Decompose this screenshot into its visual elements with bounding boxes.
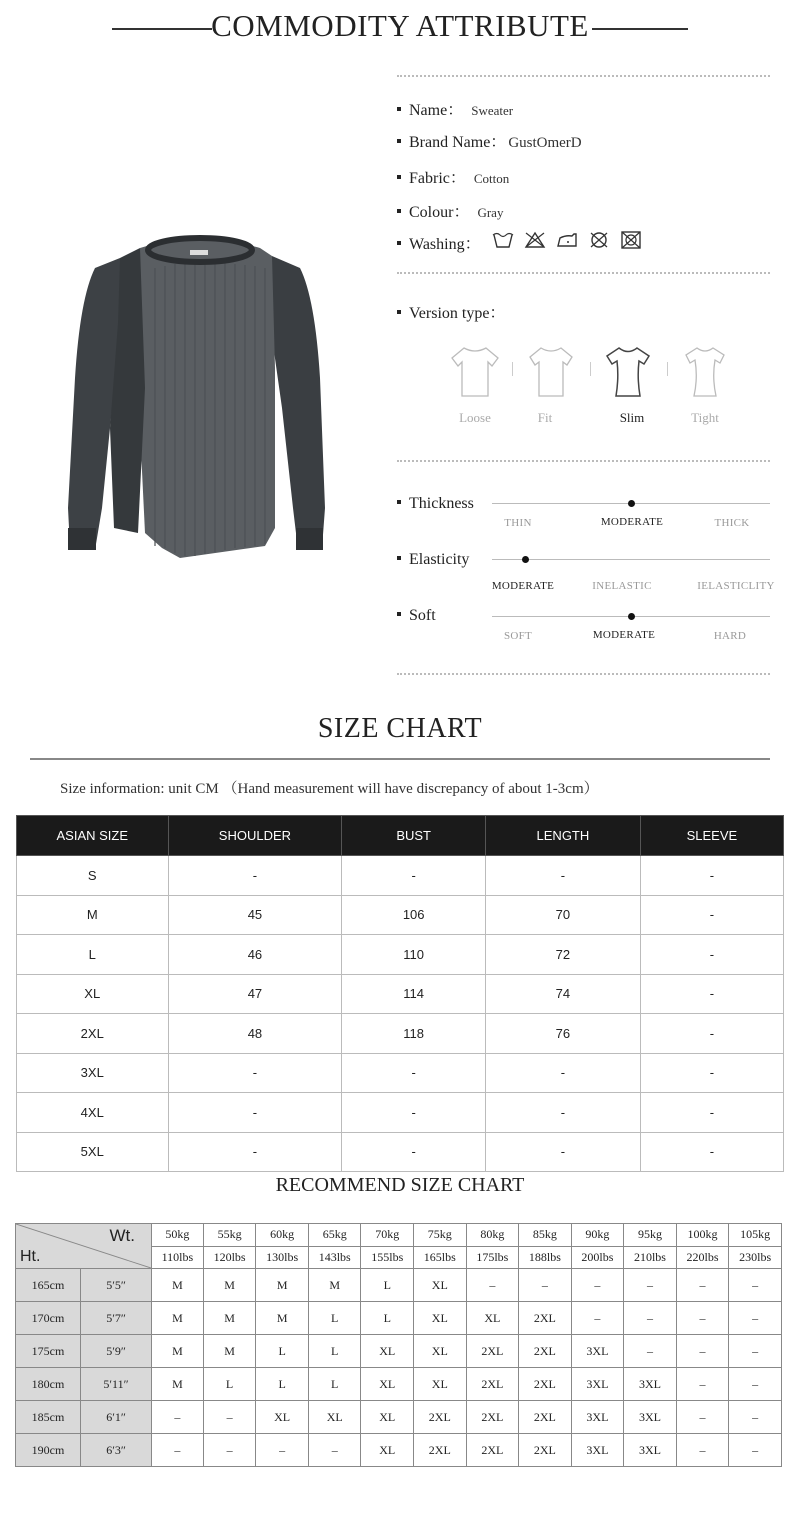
weight-lbs-cell: 230lbs bbox=[729, 1246, 782, 1269]
size-cell: 2XL bbox=[519, 1434, 572, 1467]
table-cell: - bbox=[342, 1132, 486, 1172]
table-cell: - bbox=[342, 1093, 486, 1133]
soft-option: MODERATE bbox=[592, 629, 656, 641]
weight-kg-cell: 105kg bbox=[729, 1224, 782, 1247]
table-cell: 46 bbox=[168, 935, 342, 975]
size-cell: – bbox=[152, 1434, 204, 1467]
height-cm-cell: 175cm bbox=[16, 1335, 81, 1368]
page-title: COMMODITY ATTRIBUTE bbox=[211, 8, 589, 43]
size-cell: 2XL bbox=[414, 1434, 467, 1467]
size-chart-header-cell: BUST bbox=[342, 816, 486, 856]
size-cell: – bbox=[624, 1302, 677, 1335]
table-cell: 47 bbox=[168, 974, 342, 1014]
size-cell: 3XL bbox=[624, 1401, 677, 1434]
recommend-size-chart-title: RECOMMEND SIZE CHART bbox=[275, 1174, 525, 1196]
table-cell: 2XL bbox=[17, 1014, 169, 1054]
table-cell: - bbox=[640, 1014, 783, 1054]
size-chart-header-cell: LENGTH bbox=[485, 816, 640, 856]
size-cell: L bbox=[361, 1269, 414, 1302]
table-cell: - bbox=[485, 1053, 640, 1093]
iron-icon bbox=[556, 230, 578, 250]
soft-marker bbox=[628, 613, 635, 620]
height-ft-cell: 5′9″ bbox=[81, 1335, 152, 1368]
table-row bbox=[16, 1302, 782, 1335]
size-chart-header-cell: SHOULDER bbox=[168, 816, 342, 856]
attr-version-type: Version type： bbox=[397, 300, 505, 323]
table-cell: - bbox=[342, 856, 486, 896]
divider bbox=[397, 272, 770, 274]
table-row bbox=[17, 1093, 784, 1133]
size-cell: M bbox=[152, 1335, 204, 1368]
size-cell: 2XL bbox=[466, 1401, 519, 1434]
size-chart-header-cell: SLEEVE bbox=[640, 816, 783, 856]
size-cell: – bbox=[676, 1368, 729, 1401]
size-cell: L bbox=[308, 1368, 361, 1401]
size-cell: – bbox=[466, 1269, 519, 1302]
table-cell: 114 bbox=[342, 974, 486, 1014]
table-row bbox=[16, 1434, 782, 1467]
version-option-loose: Loose bbox=[459, 410, 491, 425]
table-cell: 118 bbox=[342, 1014, 486, 1054]
weight-lbs-cell: 120lbs bbox=[203, 1246, 256, 1269]
soft-option: SOFT bbox=[503, 630, 533, 642]
size-cell: L bbox=[308, 1302, 361, 1335]
table-cell: L bbox=[17, 935, 169, 975]
attr-soft: Soft bbox=[397, 607, 436, 625]
sweater-product-image bbox=[50, 228, 340, 588]
height-ft-cell: 6′1″ bbox=[81, 1401, 152, 1434]
size-cell: – bbox=[571, 1302, 624, 1335]
size-cell: – bbox=[729, 1302, 782, 1335]
attr-elasticity: Elasticity bbox=[397, 551, 469, 569]
table-cell: - bbox=[640, 974, 783, 1014]
table-cell: XL bbox=[17, 974, 169, 1014]
table-row bbox=[17, 895, 784, 935]
table-cell: 70 bbox=[485, 895, 640, 935]
table-cell: - bbox=[640, 1093, 783, 1133]
height-ft-cell: 5′7″ bbox=[81, 1302, 152, 1335]
table-cell: - bbox=[485, 1093, 640, 1133]
size-cell: XL bbox=[466, 1302, 519, 1335]
weight-kg-cell: 90kg bbox=[571, 1224, 624, 1247]
wash-tub-icon bbox=[492, 230, 514, 250]
table-row bbox=[16, 1368, 782, 1401]
size-cell: XL bbox=[414, 1302, 467, 1335]
table-row bbox=[16, 1269, 782, 1302]
version-option-fit: Fit bbox=[537, 410, 553, 425]
size-cell: M bbox=[152, 1368, 204, 1401]
table-cell: - bbox=[342, 1053, 486, 1093]
attr-washing: Washing： bbox=[397, 231, 481, 254]
table-cell: 3XL bbox=[17, 1053, 169, 1093]
size-cell: – bbox=[152, 1401, 204, 1434]
weight-lbs-cell: 175lbs bbox=[466, 1246, 519, 1269]
attr-fabric: Fabric： Cotton bbox=[397, 165, 509, 188]
weight-lbs-cell: 155lbs bbox=[361, 1246, 414, 1269]
size-cell: – bbox=[676, 1269, 729, 1302]
size-cell: 3XL bbox=[571, 1401, 624, 1434]
weight-lbs-cell: 110lbs bbox=[152, 1246, 204, 1269]
elasticity-track bbox=[492, 559, 770, 560]
size-cell: 3XL bbox=[571, 1434, 624, 1467]
table-cell: - bbox=[168, 1053, 342, 1093]
size-cell: 2XL bbox=[519, 1401, 572, 1434]
size-cell: 2XL bbox=[519, 1302, 572, 1335]
size-cell: L bbox=[256, 1335, 309, 1368]
size-chart-table bbox=[16, 815, 784, 1172]
size-cell: 2XL bbox=[466, 1335, 519, 1368]
separator bbox=[667, 362, 668, 376]
size-cell: XL bbox=[361, 1434, 414, 1467]
thickness-marker bbox=[628, 500, 635, 507]
height-cm-cell: 190cm bbox=[16, 1434, 81, 1467]
table-cell: - bbox=[485, 856, 640, 896]
attr-colour: Colour： Gray bbox=[397, 199, 503, 222]
size-cell: XL bbox=[414, 1269, 467, 1302]
weight-lbs-cell: 130lbs bbox=[256, 1246, 309, 1269]
table-cell: 48 bbox=[168, 1014, 342, 1054]
size-cell: 3XL bbox=[571, 1368, 624, 1401]
weight-kg-cell: 70kg bbox=[361, 1224, 414, 1247]
height-cm-cell: 165cm bbox=[16, 1269, 81, 1302]
weight-kg-cell: 65kg bbox=[308, 1224, 361, 1247]
size-cell: XL bbox=[361, 1368, 414, 1401]
size-cell: – bbox=[571, 1269, 624, 1302]
thickness-option: THICK bbox=[714, 517, 750, 529]
tshirt-loose-icon bbox=[450, 344, 500, 400]
size-cell: – bbox=[203, 1401, 256, 1434]
no-bleach-icon bbox=[524, 230, 546, 250]
size-cell: 3XL bbox=[571, 1335, 624, 1368]
size-cell: – bbox=[308, 1434, 361, 1467]
table-cell: - bbox=[168, 856, 342, 896]
ht-wt-corner bbox=[16, 1224, 152, 1269]
size-chart-header-cell: ASIAN SIZE bbox=[17, 816, 169, 856]
size-cell: – bbox=[203, 1434, 256, 1467]
size-cell: – bbox=[729, 1434, 782, 1467]
size-cell: – bbox=[256, 1434, 309, 1467]
size-cell: 3XL bbox=[624, 1368, 677, 1401]
table-row bbox=[16, 1335, 782, 1368]
no-dryclean-icon bbox=[588, 230, 610, 250]
header-rule-right bbox=[592, 28, 688, 30]
size-cell: – bbox=[676, 1434, 729, 1467]
divider bbox=[397, 75, 770, 77]
table-cell: 110 bbox=[342, 935, 486, 975]
size-info-text: Size information: unit CM （Hand measurement will have discrepancy of about 1-3cm） bbox=[60, 781, 599, 797]
weight-lbs-cell: 200lbs bbox=[571, 1246, 624, 1269]
size-cell: XL bbox=[256, 1401, 309, 1434]
weight-lbs-cell: 143lbs bbox=[308, 1246, 361, 1269]
size-cell: XL bbox=[361, 1401, 414, 1434]
size-cell: – bbox=[676, 1302, 729, 1335]
height-ft-cell: 5′5″ bbox=[81, 1269, 152, 1302]
size-cell: M bbox=[256, 1269, 309, 1302]
size-cell: M bbox=[308, 1269, 361, 1302]
separator bbox=[512, 362, 513, 376]
size-cell: L bbox=[308, 1335, 361, 1368]
table-cell: - bbox=[640, 895, 783, 935]
height-cm-cell: 180cm bbox=[16, 1368, 81, 1401]
version-option-slim: Slim bbox=[619, 410, 645, 425]
size-cell: L bbox=[256, 1368, 309, 1401]
weight-kg-cell: 50kg bbox=[152, 1224, 204, 1247]
recommend-size-table bbox=[15, 1223, 782, 1467]
size-cell: M bbox=[152, 1269, 204, 1302]
size-cell: – bbox=[729, 1368, 782, 1401]
size-chart-title: SIZE CHART bbox=[317, 713, 483, 744]
weight-kg-cell: 80kg bbox=[466, 1224, 519, 1247]
size-cell: 2XL bbox=[519, 1368, 572, 1401]
size-cell: 3XL bbox=[624, 1434, 677, 1467]
size-cell: M bbox=[256, 1302, 309, 1335]
weight-kg-cell: 95kg bbox=[624, 1224, 677, 1247]
thickness-option: THIN bbox=[504, 517, 532, 529]
table-row bbox=[16, 1401, 782, 1434]
height-ft-cell: 6′3″ bbox=[81, 1434, 152, 1467]
table-cell: - bbox=[168, 1132, 342, 1172]
attr-name: Name： Sweater bbox=[397, 97, 513, 120]
table-cell: - bbox=[168, 1093, 342, 1133]
weight-kg-cell: 75kg bbox=[414, 1224, 467, 1247]
elasticity-marker bbox=[522, 556, 529, 563]
weight-kg-cell: 100kg bbox=[676, 1224, 729, 1247]
table-cell: S bbox=[17, 856, 169, 896]
size-cell: – bbox=[519, 1269, 572, 1302]
table-cell: 5XL bbox=[17, 1132, 169, 1172]
size-cell: – bbox=[624, 1335, 677, 1368]
table-row bbox=[17, 856, 784, 896]
table-row bbox=[17, 974, 784, 1014]
table-cell: - bbox=[640, 1132, 783, 1172]
table-row bbox=[17, 935, 784, 975]
tshirt-slim-icon bbox=[603, 344, 653, 400]
size-cell: – bbox=[729, 1335, 782, 1368]
no-tumble-dry-icon bbox=[620, 230, 642, 250]
elasticity-option: IELASTICLITY bbox=[697, 580, 775, 592]
weight-lbs-cell: 210lbs bbox=[624, 1246, 677, 1269]
table-cell: - bbox=[640, 856, 783, 896]
thickness-option: MODERATE bbox=[600, 516, 664, 528]
elasticity-option: INELASTIC bbox=[592, 580, 652, 592]
attr-thickness: Thickness bbox=[397, 495, 474, 513]
size-cell: – bbox=[729, 1401, 782, 1434]
table-cell: - bbox=[640, 1053, 783, 1093]
weight-kg-cell: 55kg bbox=[203, 1224, 256, 1247]
size-cell: M bbox=[203, 1335, 256, 1368]
size-cell: L bbox=[203, 1368, 256, 1401]
size-cell: – bbox=[729, 1269, 782, 1302]
table-cell: 76 bbox=[485, 1014, 640, 1054]
size-chart-header-row bbox=[17, 816, 784, 856]
size-cell: L bbox=[361, 1302, 414, 1335]
weight-kg-row bbox=[16, 1224, 782, 1247]
table-cell: 106 bbox=[342, 895, 486, 935]
size-cell: 2XL bbox=[466, 1368, 519, 1401]
table-cell: - bbox=[640, 935, 783, 975]
size-cell: XL bbox=[308, 1401, 361, 1434]
weight-lbs-cell: 188lbs bbox=[519, 1246, 572, 1269]
attr-brand: Brand Name： GustOmerD bbox=[397, 129, 582, 152]
table-cell: 4XL bbox=[17, 1093, 169, 1133]
size-cell: – bbox=[676, 1401, 729, 1434]
size-chart-rule bbox=[30, 758, 770, 760]
size-cell: 2XL bbox=[466, 1434, 519, 1467]
separator bbox=[590, 362, 591, 376]
size-cell: 2XL bbox=[414, 1401, 467, 1434]
table-row bbox=[17, 1053, 784, 1093]
table-cell: 72 bbox=[485, 935, 640, 975]
weight-lbs-cell: 165lbs bbox=[414, 1246, 467, 1269]
table-cell: 74 bbox=[485, 974, 640, 1014]
weight-kg-cell: 60kg bbox=[256, 1224, 309, 1247]
wt-label: Wt. bbox=[109, 1226, 135, 1245]
size-cell: M bbox=[152, 1302, 204, 1335]
size-cell: M bbox=[203, 1302, 256, 1335]
elasticity-option: MODERATE bbox=[491, 580, 555, 592]
size-cell: – bbox=[624, 1269, 677, 1302]
height-cm-cell: 170cm bbox=[16, 1302, 81, 1335]
size-cell: 2XL bbox=[519, 1335, 572, 1368]
table-cell: - bbox=[485, 1132, 640, 1172]
size-cell: M bbox=[203, 1269, 256, 1302]
soft-option: HARD bbox=[713, 630, 747, 642]
tshirt-tight-icon bbox=[680, 344, 730, 400]
weight-kg-cell: 85kg bbox=[519, 1224, 572, 1247]
height-ft-cell: 5′11″ bbox=[81, 1368, 152, 1401]
table-row bbox=[17, 1014, 784, 1054]
divider bbox=[397, 673, 770, 675]
version-option-tight: Tight bbox=[691, 410, 719, 425]
size-cell: XL bbox=[414, 1335, 467, 1368]
weight-lbs-cell: 220lbs bbox=[676, 1246, 729, 1269]
size-cell: XL bbox=[361, 1335, 414, 1368]
size-cell: XL bbox=[414, 1368, 467, 1401]
tshirt-fit-icon bbox=[526, 344, 576, 400]
size-cell: – bbox=[676, 1335, 729, 1368]
table-row bbox=[17, 1132, 784, 1172]
divider bbox=[397, 460, 770, 462]
ht-label: Ht. bbox=[20, 1248, 41, 1265]
table-cell: 45 bbox=[168, 895, 342, 935]
table-cell: M bbox=[17, 895, 169, 935]
height-cm-cell: 185cm bbox=[16, 1401, 81, 1434]
